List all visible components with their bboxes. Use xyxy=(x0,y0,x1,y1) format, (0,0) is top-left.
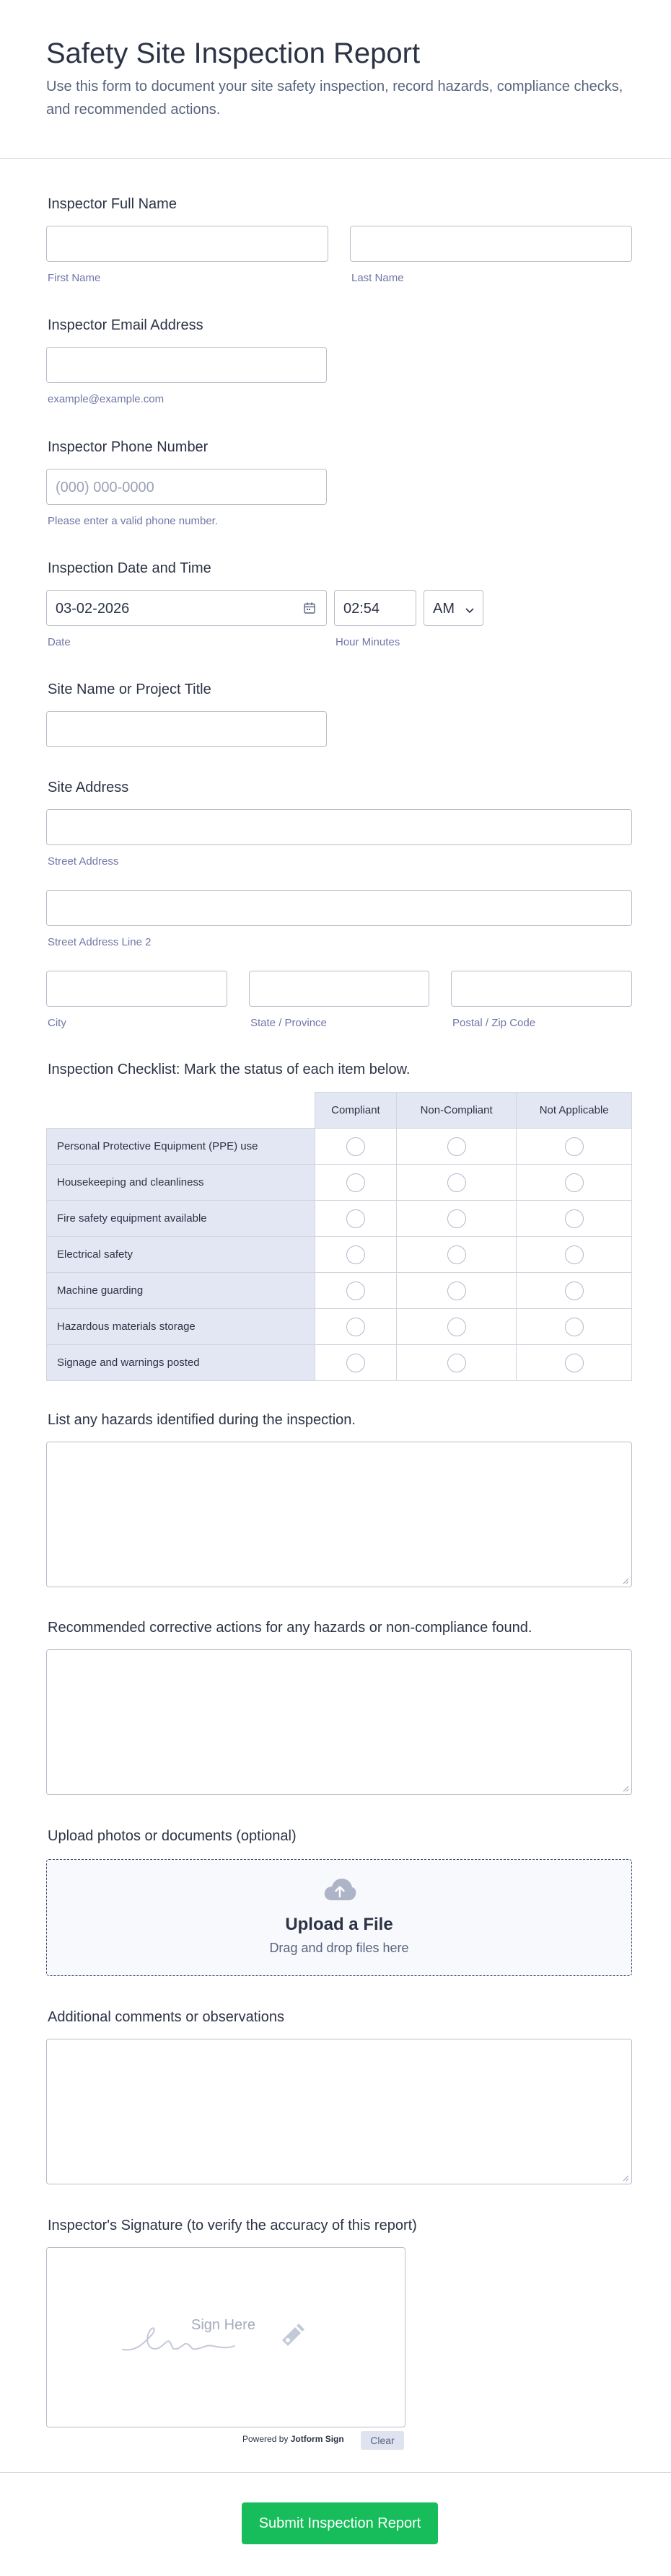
time-input[interactable] xyxy=(334,590,416,626)
radio-compliant[interactable] xyxy=(346,1209,365,1228)
comments-label: Additional comments or observations xyxy=(48,2009,284,2025)
site-name-label: Site Name or Project Title xyxy=(48,682,211,697)
phone-input[interactable] xyxy=(46,469,327,505)
row-label: Hazardous materials storage xyxy=(47,1309,315,1345)
resize-handle-icon[interactable] xyxy=(622,1785,629,1792)
row-label: Electrical safety xyxy=(47,1237,315,1273)
radio-compliant[interactable] xyxy=(346,1354,365,1372)
jotform-sign-brand: Jotform Sign xyxy=(290,2434,344,2444)
form-header xyxy=(0,0,671,159)
table-row xyxy=(47,1273,632,1309)
chevron-down-icon xyxy=(465,604,474,617)
radio-not-applicable[interactable] xyxy=(565,1318,584,1336)
datetime-label: Inspection Date and Time xyxy=(48,560,211,576)
form-subtitle: Use this form to document your site safety inspection, record hazards, compliance checks, and recommended actions. xyxy=(46,79,623,118)
radio-non-compliant[interactable] xyxy=(447,1137,466,1156)
site-name-input[interactable] xyxy=(46,711,327,747)
radio-compliant[interactable] xyxy=(346,1318,365,1336)
first-name-sublabel: First Name xyxy=(48,272,101,284)
radio-non-compliant[interactable] xyxy=(447,1245,466,1264)
city-sublabel: City xyxy=(48,1017,66,1029)
zip-input[interactable] xyxy=(451,971,632,1007)
last-name-sublabel: Last Name xyxy=(351,272,404,284)
phone-sublabel: Please enter a valid phone number. xyxy=(48,515,218,527)
submit-button[interactable]: Submit Inspection Report xyxy=(242,2502,438,2544)
street-address-sublabel: Street Address xyxy=(48,855,119,868)
city-input[interactable] xyxy=(46,971,227,1007)
checklist-table xyxy=(46,1092,632,1381)
form-title: Safety Site Inspection Report xyxy=(46,38,421,69)
actions-label: Recommended corrective actions for any hazards or non-compliance found. xyxy=(48,1620,532,1636)
phone-label: Inspector Phone Number xyxy=(48,439,209,455)
table-row xyxy=(47,1201,632,1237)
radio-not-applicable[interactable] xyxy=(565,1245,584,1264)
resize-handle-icon[interactable] xyxy=(622,1577,629,1584)
table-row xyxy=(47,1165,632,1201)
upload-label: Upload photos or documents (optional) xyxy=(48,1828,297,1844)
radio-not-applicable[interactable] xyxy=(565,1173,584,1192)
street-address-2-sublabel: Street Address Line 2 xyxy=(48,936,152,948)
row-label: Housekeeping and cleanliness xyxy=(47,1165,315,1201)
radio-non-compliant[interactable] xyxy=(447,1209,466,1228)
radio-non-compliant[interactable] xyxy=(447,1173,466,1192)
email-label: Inspector Email Address xyxy=(48,317,203,333)
checklist-label: Inspection Checklist: Mark the status of each item below. xyxy=(48,1062,411,1077)
column-header: Compliant xyxy=(315,1093,397,1129)
table-row xyxy=(47,1345,632,1381)
cloud-upload-icon xyxy=(323,1876,357,1908)
state-input[interactable] xyxy=(249,971,429,1007)
checklist-corner xyxy=(47,1093,315,1129)
radio-compliant[interactable] xyxy=(346,1245,365,1264)
zip-sublabel: Postal / Zip Code xyxy=(452,1017,536,1029)
ampm-select[interactable] xyxy=(424,590,483,626)
email-input[interactable] xyxy=(46,347,327,383)
street-address-input[interactable] xyxy=(46,809,632,845)
state-sublabel: State / Province xyxy=(250,1017,327,1029)
column-header: Not Applicable xyxy=(517,1093,632,1129)
row-label: Personal Protective Equipment (PPE) use xyxy=(47,1129,315,1165)
row-label: Signage and warnings posted xyxy=(47,1345,315,1381)
time-value: 02:54 xyxy=(343,601,380,617)
powered-by xyxy=(242,2434,344,2444)
radio-non-compliant[interactable] xyxy=(447,1282,466,1300)
radio-not-applicable[interactable] xyxy=(565,1137,584,1156)
footer-divider xyxy=(0,2472,671,2473)
radio-not-applicable[interactable] xyxy=(565,1282,584,1300)
first-name-input[interactable] xyxy=(46,226,328,262)
row-label: Machine guarding xyxy=(47,1273,315,1309)
calendar-icon[interactable] xyxy=(303,601,316,618)
signature-placeholder: Sign Here xyxy=(191,2317,255,2333)
date-input[interactable] xyxy=(46,590,327,626)
radio-compliant[interactable] xyxy=(346,1173,365,1192)
email-sublabel: example@example.com xyxy=(48,393,165,405)
table-row xyxy=(47,1309,632,1345)
time-sublabel: Hour Minutes xyxy=(336,636,400,648)
signature-pad[interactable] xyxy=(46,2247,405,2427)
upload-subtitle: Drag and drop files here xyxy=(269,1941,409,1955)
ampm-value: AM xyxy=(433,601,455,617)
street-address-2-input[interactable] xyxy=(46,890,632,926)
table-row xyxy=(47,1237,632,1273)
clear-signature-button[interactable]: Clear xyxy=(361,2431,404,2450)
radio-compliant[interactable] xyxy=(346,1137,365,1156)
file-upload-dropzone[interactable] xyxy=(46,1859,632,1976)
comments-textarea[interactable] xyxy=(46,2039,632,2184)
address-label: Site Address xyxy=(48,780,129,795)
radio-non-compliant[interactable] xyxy=(447,1354,466,1372)
last-name-input[interactable] xyxy=(350,226,632,262)
resize-handle-icon[interactable] xyxy=(622,2174,629,2182)
inspector-name-label: Inspector Full Name xyxy=(48,196,177,212)
hazards-label: List any hazards identified during the inspection. xyxy=(48,1412,356,1428)
hazards-textarea[interactable] xyxy=(46,1442,632,1587)
phone-placeholder: (000) 000-0000 xyxy=(56,480,154,495)
column-header: Non-Compliant xyxy=(396,1093,516,1129)
date-sublabel: Date xyxy=(48,636,71,648)
radio-compliant[interactable] xyxy=(346,1282,365,1300)
table-row xyxy=(47,1129,632,1165)
upload-title: Upload a File xyxy=(285,1915,393,1934)
powered-by-text: Powered by xyxy=(242,2434,289,2444)
checklist-header-row xyxy=(47,1093,632,1129)
radio-not-applicable[interactable] xyxy=(565,1209,584,1228)
radio-non-compliant[interactable] xyxy=(447,1318,466,1336)
date-value: 03-02-2026 xyxy=(56,601,130,617)
row-label: Fire safety equipment available xyxy=(47,1201,315,1237)
radio-not-applicable[interactable] xyxy=(565,1354,584,1372)
signature-label: Inspector's Signature (to verify the accuracy of this report) xyxy=(48,2218,417,2233)
actions-textarea[interactable] xyxy=(46,1649,632,1795)
